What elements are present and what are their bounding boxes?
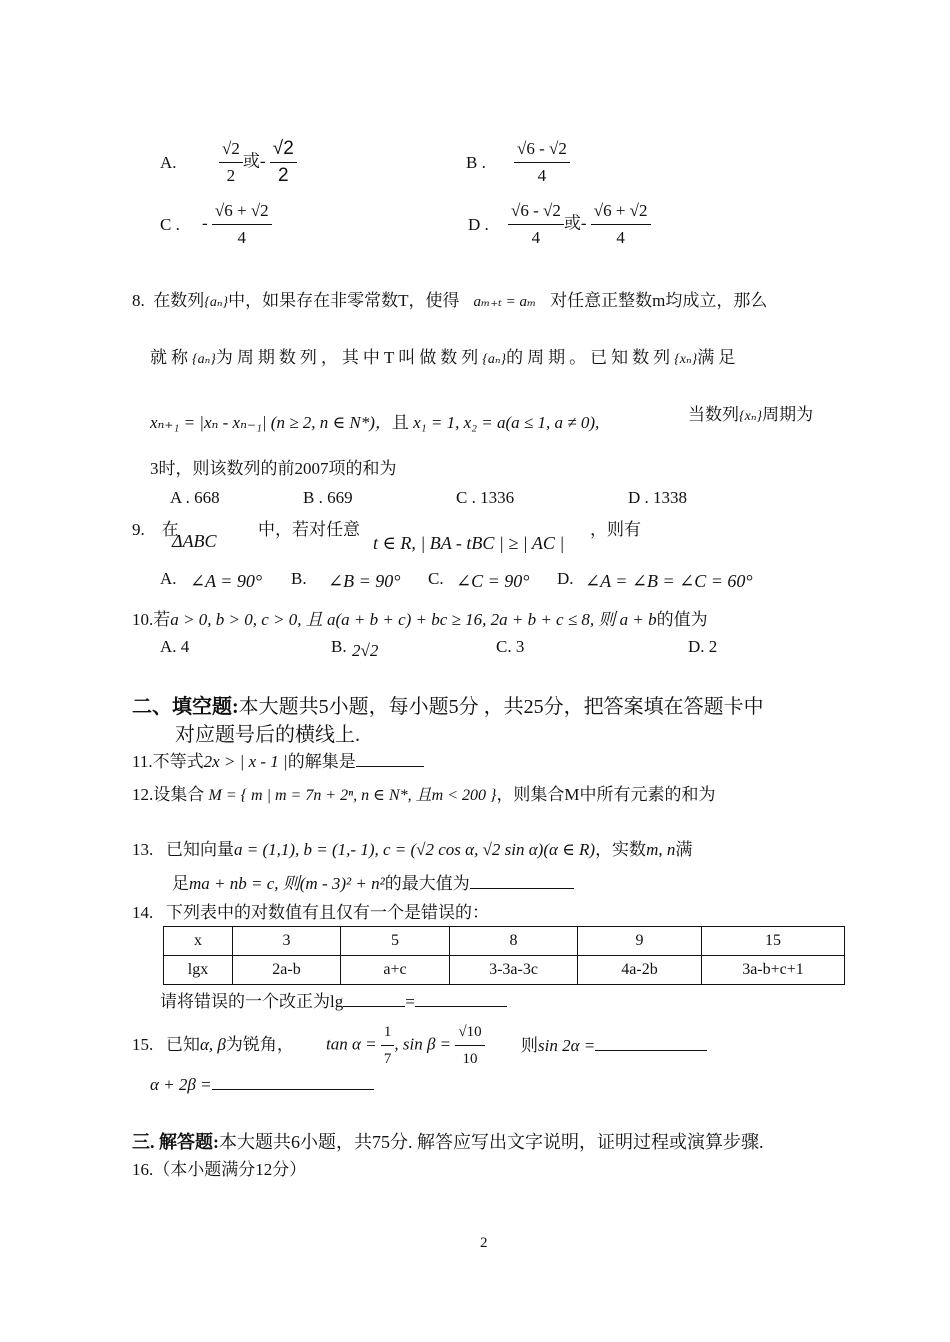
q9-option-a-label: A.	[160, 569, 177, 588]
q16-heading: 16.（本小题满分12分）	[132, 1160, 307, 1179]
q8-option-b: B . 669	[303, 488, 353, 507]
q10-option-b-label: B.	[331, 637, 347, 656]
table-cell: 2a-b	[233, 956, 341, 985]
table-cell: 8	[450, 927, 578, 956]
section2-line1: 二、填空题:本大题共5小题，每小题5分 ，共25分，把答案填在答题卡中	[132, 696, 764, 718]
q9-line1: 9. 在	[132, 520, 179, 539]
section2-heading: 二、填空题:	[132, 696, 239, 718]
q9-option-d: ∠A = ∠B = ∠C = 60°	[585, 571, 753, 591]
q9-text-b: 中，若对任意	[258, 520, 360, 539]
q9-option-b-label: B.	[291, 569, 307, 588]
q9-option-c: ∠C = 90°	[456, 571, 530, 591]
section3-line: 三. 解答题:本大题共6小题，共75分. 解答应写出文字说明，证明过程或演算步骤.	[132, 1132, 764, 1152]
q7-option-a: $\frac{√2}{2}$ 或- $\frac{√2}{2}$	[219, 138, 297, 187]
q7-c-frac: $\frac{√6 + √2}{4}$	[212, 200, 272, 249]
q15-sin-frac: $\frac{√10}{10}$	[455, 1021, 484, 1070]
q7-option-c: - $\frac{√6 + √2}{4}$	[202, 200, 272, 249]
table-cell: 3a-b+c+1	[702, 956, 845, 985]
q8-option-a: A . 668	[170, 488, 220, 507]
q10-line1: 10.若a > 0, b > 0, c > 0, 且 a(a + b + c) + bc ≥ 16, 2a + b + c ≤ 8, 则 a + b的值为	[132, 610, 708, 629]
q13-line1: 13. 已知向量a = (1,1), b = (1,- 1), c = (√2 cos α, √2 sin α)(α ∈ R)，实数m, n满	[132, 840, 693, 859]
q7-option-d-label: D .	[468, 215, 489, 234]
table-row	[164, 956, 845, 985]
q15-line2: α + 2β =	[150, 1073, 374, 1096]
q10-option-c: C. 3	[496, 637, 525, 656]
q11: 11.不等式2x > | x - 1 |的解集是	[132, 750, 424, 773]
table-cell: 9	[578, 927, 702, 956]
q8-line2: 就称{aₙ}为周期数列，其中T叫做数列{aₙ}的周期。已知数列{xₙ}满足	[150, 348, 740, 367]
section2-line2: 对应题号后的横线上.	[175, 724, 360, 746]
q11-answer-blank[interactable]	[356, 750, 424, 767]
q7-option-c-label: C .	[160, 215, 180, 234]
q8-option-c: C . 1336	[456, 488, 515, 507]
q8-line4: 3时，则该数列的前2007项的和为	[150, 459, 397, 478]
q9-option-b: ∠B = 90°	[328, 571, 401, 591]
page-number: 2	[480, 1235, 488, 1251]
q7-d-frac2: $\frac{√6 + √2}{4}$	[591, 200, 651, 249]
q7-option-b	[514, 138, 570, 187]
q9-condition: t ∈ R, | BA - tBC | ≥ | AC |	[373, 533, 565, 553]
q7-option-d: $\frac{√6 - √2}{4}$ 或- $\frac{√6 + √2}{4}$	[508, 200, 651, 249]
q12: 12.设集合 M = { m | m = 7n + 2ⁿ, n ∈ N*, 且m < 200 }，则集合M中所有元素的和为	[132, 785, 716, 804]
table-cell: 15	[702, 927, 845, 956]
q15-blank-2[interactable]	[212, 1073, 374, 1090]
q15-line1-start: 15. 已知α, β为锐角，	[132, 1035, 294, 1054]
q14-intro-line: 14. 下列表中的对数值有且仅有一个是错误的：	[132, 903, 489, 922]
q8-line3: xₙ₊₁ = |xₙ - xₙ₋₁| (n ≥ 2, n ∈ N*)，且 x₁ = 1, x₂ = a(a ≤ 1, a ≠ 0),	[150, 413, 600, 432]
table-cell: 3	[233, 927, 341, 956]
q10-option-a: A. 4	[160, 637, 190, 656]
q15-line1-end: 则sin 2α =	[521, 1034, 707, 1057]
q14-blank-2[interactable]	[415, 990, 507, 1007]
table-cell: 5	[341, 927, 450, 956]
q9-option-d-label: D.	[557, 569, 574, 588]
table-row	[164, 927, 845, 956]
q15-trig: tan α = $\frac{1}{7}$ , sin β = $\frac{√10}{10}$	[326, 1021, 485, 1070]
q7-a-frac1: $\frac{√2}{2}$	[219, 138, 243, 187]
q7-option-a-label: A.	[160, 153, 177, 172]
q7-b-frac: $\frac{√6 - √2}{4}$	[514, 138, 570, 187]
q9-option-a: ∠A = 90°	[190, 571, 263, 591]
q10-option-b: 2√2	[352, 641, 379, 660]
table-cell: lgx	[164, 956, 233, 985]
q13-answer-blank[interactable]	[470, 872, 574, 889]
q8-line3-tail: 当数列{xₙ}周期为	[688, 405, 814, 424]
q14-correction: 请将错误的一个改正为lg =	[160, 990, 507, 1013]
table-cell: 4a-2b	[578, 956, 702, 985]
q8-option-d: D . 1338	[628, 488, 688, 507]
q7-d-frac1: $\frac{√6 - √2}{4}$	[508, 200, 564, 249]
q9-text-c: ，则有	[590, 520, 641, 539]
q15-tan-frac: $\frac{1}{7}$	[381, 1021, 395, 1070]
q13-line2: 足ma + nb = c, 则(m - 3)² + n²的最大值为	[172, 872, 574, 895]
q8-line1: 8. 在数列{aₙ}中，如果存在非零常数T，使得 aₘ₊ₜ = aₘ 对任意正整数m均成立，那么	[132, 291, 768, 310]
q9-option-c-label: C.	[428, 569, 444, 588]
table-cell: 3-3a-3c	[450, 956, 578, 985]
section3-heading: 三. 解答题:	[132, 1132, 219, 1152]
table-cell: x	[164, 927, 233, 956]
q9-triangle: ΔABC	[172, 531, 217, 551]
q14-blank-1[interactable]	[343, 990, 405, 1007]
q7-option-b-label: B .	[466, 153, 486, 172]
q15-blank-1[interactable]	[595, 1034, 707, 1051]
table-cell: a+c	[341, 956, 450, 985]
q7-a-frac2: $\frac{√2}{2}$	[270, 138, 297, 187]
log-table	[163, 926, 845, 985]
q10-option-d: D. 2	[688, 637, 718, 656]
